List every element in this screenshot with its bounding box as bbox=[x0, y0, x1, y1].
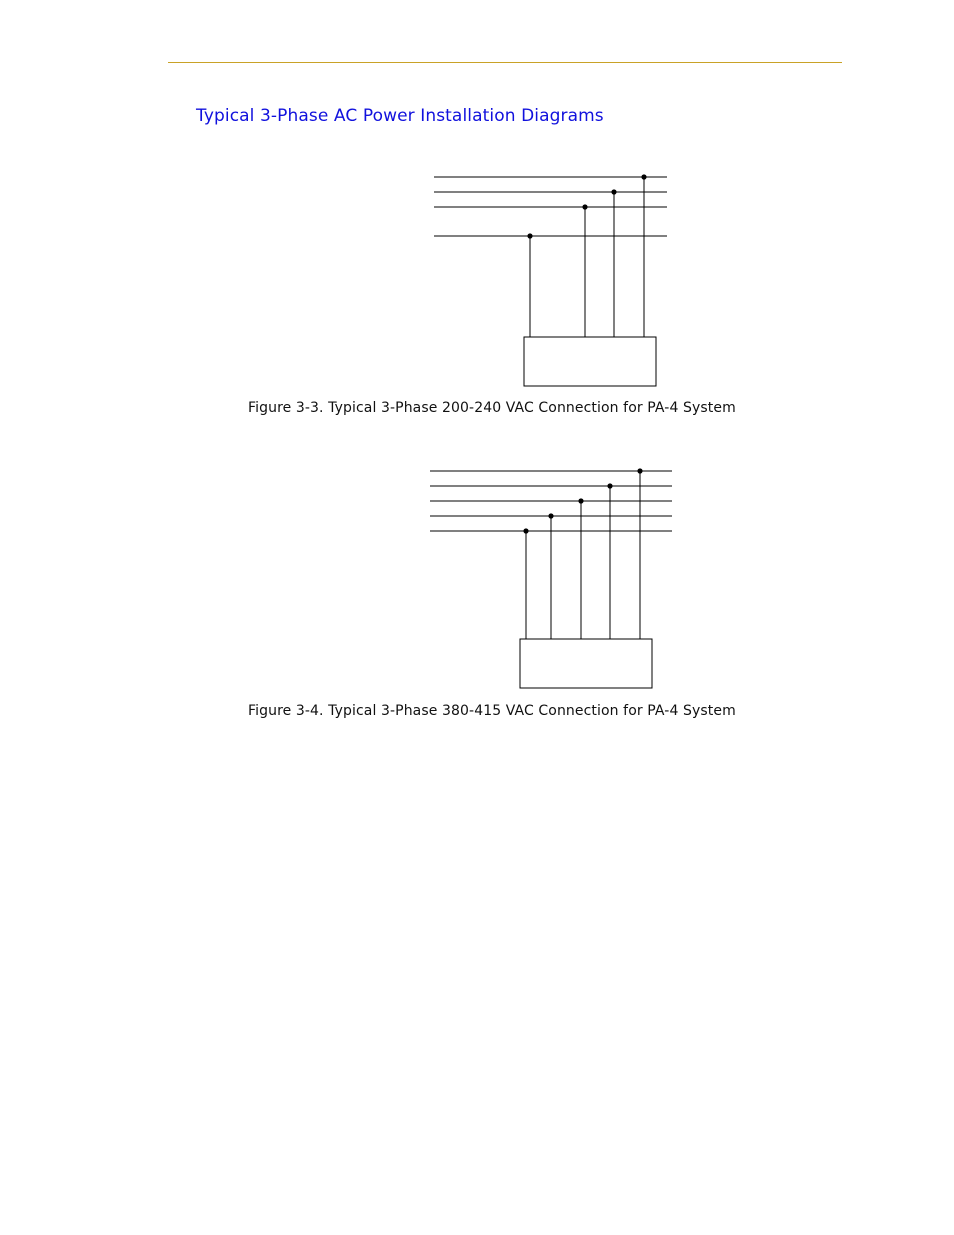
figure-caption: Figure 3-3. Typical 3-Phase 200-240 VAC Connection for PA-4 System bbox=[248, 400, 736, 416]
connection-dot bbox=[548, 513, 553, 518]
connection-dot bbox=[578, 498, 583, 503]
figure-caption: Figure 3-4. Typical 3-Phase 380-415 VAC Connection for PA-4 System bbox=[248, 703, 736, 719]
equipment-box bbox=[520, 639, 652, 688]
connection-dot bbox=[607, 483, 612, 488]
connection-dot bbox=[637, 468, 642, 473]
section-heading: Typical 3-Phase AC Power Installation Diagrams bbox=[196, 106, 604, 126]
connection-dot bbox=[523, 528, 528, 533]
